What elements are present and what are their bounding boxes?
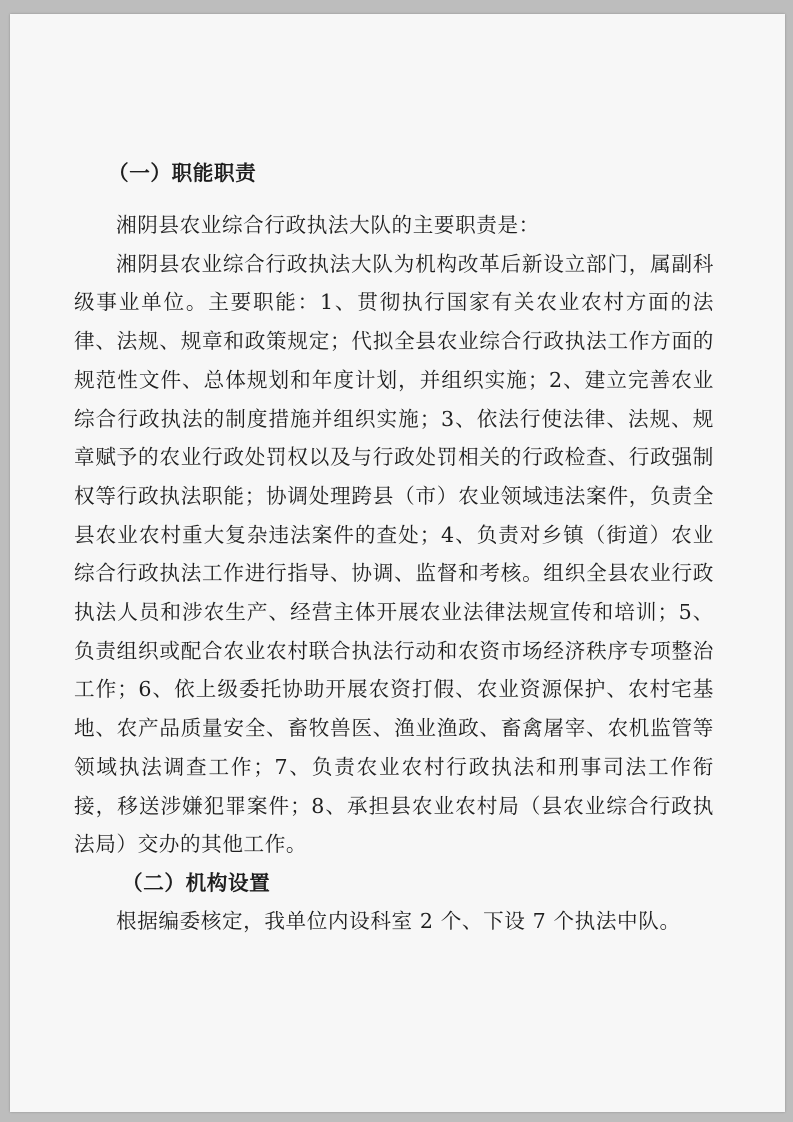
section-heading-organization: （二）机构设置	[122, 870, 271, 895]
document-content	[74, 154, 714, 941]
document-page	[10, 14, 785, 1112]
section-heading-functions: （一）职能职责	[108, 161, 257, 185]
functions-intro-paragraph: 湘阴县农业综合行政执法大队的主要职责是：	[116, 213, 540, 237]
organization-body-paragraph: 根据编委核定，我单位内设科室 2 个、下设 7 个执法中队。	[116, 908, 681, 933]
functions-body-paragraph: 湘阴县农业综合行政执法大队为机构改革后新设立部门，属副科级事业单位。主要职能：1、贯彻执行国家有关农业农村方面的法律、法规、规章和政策规定；代拟全县农业综合行政执法工作方面的规范性文件、总体规划和年度计划，并组织实施；2、建立完善农业综合行政执法的制度措施并组织实施；3、依法行使法律、法规、规章赋予的农业行政处罚权以及与行政处罚相关的行政检查、行政强制权等行政执法职能；协调处理跨县（市）农业领域违法案件，负责全县农业农村重大复杂违法案件的查处；4、负责对乡镇（街道）农业综合行政执法工作进行指导、协调、监督和考核。组织全县农业行政执法人员和涉农生产、经营主体开展农业法律法规宣传和培训；5、负责组织或配合农业农村联合执法行动和农资市场经济秩序专项整治工作；6、依上级委托协助开展农资打假、农业资源保护、农村宅基地、农产品质量安全、畜牧兽医、渔业渔政、畜禽屠宰、农机监管等领域执法调查工作；7、负责农业农村行政执法和刑事司法工作衔接，移送涉嫌犯罪案件；8、承担县农业农村局（县农业综合行政执法局）交办的其他工作。	[74, 251, 714, 857]
